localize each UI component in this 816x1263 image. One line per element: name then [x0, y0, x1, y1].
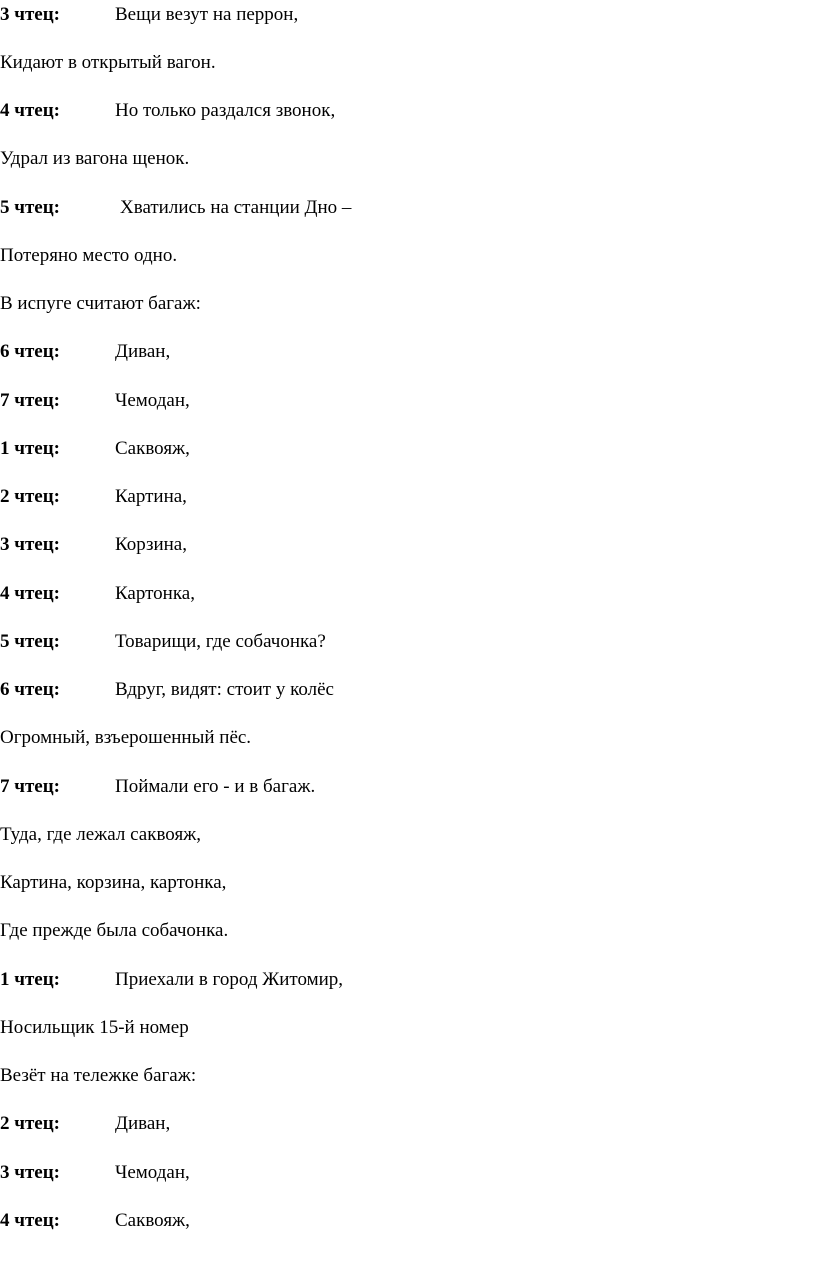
- speaker-label: 1 чтец:: [0, 969, 61, 990]
- verse-text: Чемодан,: [115, 390, 190, 411]
- speaker-label: 5 чтец:: [0, 631, 61, 652]
- verse-text: Диван,: [115, 341, 171, 362]
- verse-text: Хватились на станции Дно –: [120, 197, 352, 218]
- verse-text: Чемодан,: [115, 1162, 190, 1183]
- speaker-label: 4 чтец:: [0, 1210, 61, 1231]
- speaker-label: 3 чтец:: [0, 4, 61, 25]
- speaker-label: 2 чтец:: [0, 1113, 61, 1134]
- speaker-label: 3 чтец:: [0, 1162, 61, 1183]
- verse-text: Но только раздался звонок,: [115, 100, 336, 121]
- verse-text: Товарищи, где собачонка?: [115, 631, 326, 652]
- speaker-label: 2 чтец:: [0, 486, 61, 507]
- verse-text: Вдруг, видят: стоит у колёс: [115, 679, 334, 700]
- speaker-label: 6 чтец:: [0, 679, 61, 700]
- verse-text: Потеряно место одно.: [0, 245, 178, 266]
- verse-text: Картина, корзина, картонка,: [0, 872, 227, 893]
- verse-text: Огромный, взъерошенный пёс.: [0, 727, 252, 748]
- speaker-label: 7 чтец:: [0, 390, 61, 411]
- verse-text: Саквояж,: [115, 438, 190, 459]
- speaker-label: 5 чтец:: [0, 197, 61, 218]
- speaker-label: 4 чтец:: [0, 100, 61, 121]
- verse-text: Носильщик 15-й номер: [0, 1017, 189, 1038]
- verse-text: Кидают в открытый вагон.: [0, 52, 216, 73]
- verse-text: Удрал из вагона щенок.: [0, 148, 190, 169]
- speaker-label: 1 чтец:: [0, 438, 61, 459]
- verse-text: Картонка,: [115, 583, 195, 604]
- speaker-label: 4 чтец:: [0, 583, 61, 604]
- verse-text: Поймали его - и в багаж.: [115, 776, 316, 797]
- speaker-label: 6 чтец:: [0, 341, 61, 362]
- verse-text: Приехали в город Житомир,: [115, 969, 344, 990]
- verse-text: Везёт на тележке багаж:: [0, 1065, 197, 1086]
- verse-text: В испуге считают багаж:: [0, 293, 201, 314]
- verse-text: Диван,: [115, 1113, 171, 1134]
- speaker-label: 7 чтец:: [0, 776, 61, 797]
- verse-text: Где прежде была собачонка.: [0, 920, 229, 941]
- verse-text: Картина,: [115, 486, 187, 507]
- verse-text: Туда, где лежал саквояж,: [0, 824, 202, 845]
- verse-text: Вещи везут на перрон,: [115, 4, 299, 25]
- verse-text: Корзина,: [115, 534, 187, 555]
- verse-text: Саквояж,: [115, 1210, 190, 1231]
- speaker-label: 3 чтец:: [0, 534, 61, 555]
